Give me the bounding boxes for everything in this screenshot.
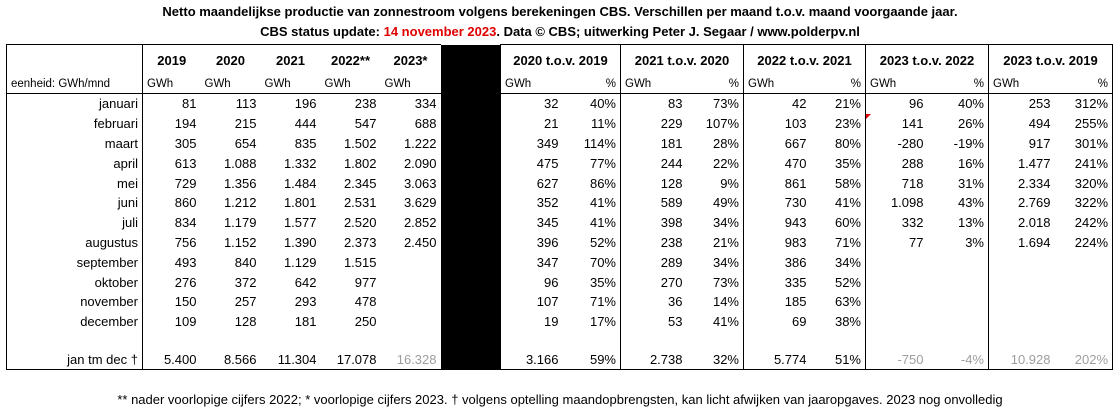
diff-gwh-cell: 398 <box>621 213 687 233</box>
diff-gwh-cell <box>866 272 928 292</box>
diff-gwh-cell: 19 <box>501 312 563 332</box>
value-cell: 2.090 <box>403 155 437 171</box>
diff-pct-cell <box>1055 252 1113 272</box>
diff-gwh-cell: 107 <box>501 292 563 312</box>
diff-pct-cell: 38% <box>834 314 861 330</box>
value-cell: 1.152 <box>223 234 257 250</box>
diff-pct-cell: 21% <box>712 234 739 250</box>
spacer-cell <box>143 332 201 350</box>
diff-pct-cell: 255% <box>1055 114 1113 134</box>
value-cell: 150 <box>143 292 201 312</box>
diff-gwh-cell: 475 <box>501 153 563 173</box>
total-value-cell: 5.400 <box>143 350 201 370</box>
diff-pct-cell: 49% <box>712 195 739 211</box>
status-date: 14 november 2023 <box>383 24 497 39</box>
diff-gwh-cell: 270 <box>621 272 687 292</box>
total-diff-gwh-cell: 3.166 <box>501 350 563 370</box>
value-cell: 81 <box>143 94 201 114</box>
diff-gwh-cell: 1.477 <box>989 153 1055 173</box>
total-diff-gwh-cell: 2.738 <box>621 350 687 370</box>
value-cell: 215 <box>234 116 257 132</box>
spacer-cell <box>1055 332 1113 350</box>
value-cell: 1.390 <box>283 234 317 250</box>
value-cell: 194 <box>143 114 201 134</box>
diff-gwh-cell: 589 <box>621 193 687 213</box>
diff-pct-cell: 242% <box>1055 213 1113 233</box>
total-diff-pct-cell: 51% <box>811 350 866 370</box>
diff-pct-cell: 312% <box>1055 94 1113 114</box>
comparison-header: 2023 t.o.v. 2019 <box>989 45 1113 76</box>
diff-gwh-cell: 1.694 <box>989 233 1055 253</box>
diff-pct-cell: 22% <box>712 155 739 171</box>
unit-cell: GWh <box>321 75 381 94</box>
year-header: 2023* <box>381 45 441 76</box>
value-cell: 2.852 <box>403 215 437 231</box>
diff-gwh-cell: 730 <box>744 193 811 213</box>
diff-pct-cell: 322% <box>1055 193 1113 213</box>
unit-cell: GWh <box>866 75 928 94</box>
unit-cell: GWh <box>989 75 1055 94</box>
total-diff-gwh-cell: -750 <box>866 350 928 370</box>
month-label: december <box>7 312 143 332</box>
diff-gwh-cell: 289 <box>621 252 687 272</box>
diff-gwh-cell: 83 <box>621 94 687 114</box>
spacer-cell <box>7 332 143 350</box>
value-cell: 128 <box>234 314 257 330</box>
diff-pct-cell: 28% <box>712 135 739 151</box>
table-row <box>7 114 1113 134</box>
table-row <box>7 292 1113 312</box>
diff-pct-cell: 41% <box>589 195 616 211</box>
diff-gwh-cell <box>866 252 928 272</box>
month-label: oktober <box>7 272 143 292</box>
diff-gwh-cell: 32 <box>501 94 563 114</box>
diff-gwh-cell: 470 <box>744 153 811 173</box>
status-suffix: . Data © CBS; uitwerking Peter J. Segaar / www.polderpv.nl <box>496 24 860 39</box>
black-separator <box>441 193 501 213</box>
black-separator <box>441 45 501 76</box>
diff-pct-cell: 301% <box>1055 134 1113 154</box>
value-cell: 835 <box>294 135 317 151</box>
diff-pct-cell <box>928 292 989 312</box>
spacer-cell <box>687 332 744 350</box>
diff-pct-cell <box>1055 312 1113 332</box>
value-cell: 2.520 <box>343 215 377 231</box>
table-row <box>7 153 1113 173</box>
diff-gwh-cell: 185 <box>744 292 811 312</box>
black-separator <box>441 350 501 370</box>
value-cell: 257 <box>234 294 257 310</box>
diff-gwh-cell <box>989 272 1055 292</box>
diff-gwh-cell <box>866 312 928 332</box>
diff-pct-cell <box>928 312 989 332</box>
diff-gwh-cell: 943 <box>744 213 811 233</box>
value-cell: 238 <box>354 96 377 112</box>
value-cell: 196 <box>294 96 317 112</box>
value-cell: 113 <box>235 96 257 112</box>
black-separator <box>441 134 501 154</box>
value-cell: 305 <box>143 134 201 154</box>
diff-pct-cell: 43% <box>957 195 984 211</box>
solar-production-table <box>6 44 1113 370</box>
value-cell: 654 <box>234 135 257 151</box>
diff-gwh-cell <box>866 292 928 312</box>
header-row-units <box>7 75 1113 94</box>
value-cell: 756 <box>143 233 201 253</box>
spacer-cell <box>501 332 563 350</box>
spacer-cell <box>621 332 687 350</box>
diff-pct-cell: 86% <box>589 175 616 191</box>
value-cell: 834 <box>143 213 201 233</box>
diff-pct-cell: 73% <box>712 96 739 112</box>
value-cell: 493 <box>143 252 201 272</box>
diff-gwh-cell: 667 <box>744 134 811 154</box>
pct-unit-cell: % <box>563 75 621 94</box>
diff-gwh-cell: 349 <box>501 134 563 154</box>
diff-pct-cell: 107% <box>705 116 739 132</box>
year-header: 2019 <box>143 45 201 76</box>
value-cell: 1.129 <box>283 254 317 270</box>
value-cell: 840 <box>234 254 257 270</box>
black-separator <box>441 94 501 114</box>
header-blank <box>7 45 143 76</box>
diff-pct-cell: 41% <box>712 314 739 330</box>
spacer-cell <box>321 332 381 350</box>
status-prefix: CBS status update: <box>260 24 384 39</box>
value-cell: 977 <box>354 274 377 290</box>
diff-pct-cell: 14% <box>712 294 739 310</box>
diff-gwh-cell: 229 <box>621 114 687 134</box>
diff-gwh-cell <box>989 252 1055 272</box>
value-cell: 613 <box>143 153 201 173</box>
diff-gwh-cell: 238 <box>621 233 687 253</box>
diff-gwh-cell: 861 <box>744 173 811 193</box>
table-row <box>7 233 1113 253</box>
diff-pct-cell: 35% <box>834 155 861 171</box>
black-separator <box>441 252 501 272</box>
diff-gwh-cell: 917 <box>989 134 1055 154</box>
diff-gwh-cell: 288 <box>866 153 928 173</box>
footnote: ** nader voorlopige cijfers 2022; * voorlopige cijfers 2023. † volgens optelling maandopbrengsten, kan licht afwijken van jaaropgaves. 2023 nog onvolledig <box>117 392 1003 407</box>
unit-cell: GWh <box>501 75 563 94</box>
pct-unit-cell: % <box>687 75 744 94</box>
spacer-cell <box>563 332 621 350</box>
diff-pct-cell: 71% <box>834 234 861 250</box>
value-cell: 293 <box>294 294 317 310</box>
diff-pct-cell: -19% <box>953 135 984 151</box>
diff-gwh-cell: 335 <box>744 272 811 292</box>
table-row <box>7 134 1113 154</box>
diff-gwh-cell: 1.098 <box>866 193 928 213</box>
total-diff-pct-cell: 59% <box>563 350 621 370</box>
diff-pct-cell: 52% <box>589 234 616 250</box>
diff-gwh-cell: 96 <box>866 94 928 114</box>
diff-pct-cell: 34% <box>834 254 861 270</box>
value-cell: 1.502 <box>343 135 377 151</box>
report-title <box>0 2 1120 42</box>
spacer-cell <box>866 332 928 350</box>
black-separator <box>441 75 501 94</box>
value-cell <box>381 272 441 292</box>
diff-gwh-cell: 244 <box>621 153 687 173</box>
value-cell: 109 <box>143 312 201 332</box>
comparison-header: 2023 t.o.v. 2022 <box>866 45 989 76</box>
diff-pct-cell: 35% <box>589 274 616 290</box>
value-cell: 1.515 <box>343 254 377 270</box>
total-diff-pct-cell: -4% <box>928 350 989 370</box>
comparison-header: 2020 t.o.v. 2019 <box>501 45 621 76</box>
unit-label: eenheid: GWh/mnd <box>7 75 143 94</box>
diff-pct-cell: 60% <box>834 215 861 231</box>
spacer-row <box>7 332 1113 350</box>
table-row <box>7 252 1113 272</box>
diff-pct-cell <box>928 272 989 292</box>
diff-pct-cell: 41% <box>834 195 861 211</box>
month-label: mei <box>7 173 143 193</box>
diff-pct-cell: 13% <box>957 215 984 231</box>
value-cell: 250 <box>354 314 377 330</box>
diff-pct-cell: 52% <box>834 274 861 290</box>
table-row <box>7 193 1113 213</box>
diff-pct-cell: 58% <box>834 175 861 191</box>
value-cell: 1.577 <box>283 215 317 231</box>
comparison-header: 2022 t.o.v. 2021 <box>744 45 866 76</box>
diff-gwh-cell <box>989 312 1055 332</box>
value-cell <box>381 252 441 272</box>
value-cell: 1.801 <box>283 195 317 211</box>
diff-gwh-cell: 352 <box>501 193 563 213</box>
total-row <box>7 350 1113 370</box>
diff-gwh-cell: 345 <box>501 213 563 233</box>
table-row <box>7 94 1113 114</box>
month-label: november <box>7 292 143 312</box>
value-cell: 1.802 <box>343 155 377 171</box>
value-cell: 181 <box>294 314 317 330</box>
spacer-cell <box>989 332 1055 350</box>
diff-pct-cell <box>928 252 989 272</box>
diff-pct-cell: 224% <box>1055 233 1113 253</box>
total-label: jan tm dec † <box>7 350 143 370</box>
month-label: augustus <box>7 233 143 253</box>
diff-pct-cell: 73% <box>712 274 739 290</box>
value-cell: 276 <box>143 272 201 292</box>
diff-pct-cell: 31% <box>957 175 984 191</box>
table-row <box>7 312 1113 332</box>
value-cell: 372 <box>234 274 257 290</box>
header-row-years <box>7 45 1113 76</box>
black-separator <box>441 312 501 332</box>
total-value-cell: 16.328 <box>381 350 441 370</box>
month-label: april <box>7 153 143 173</box>
month-label: september <box>7 252 143 272</box>
comparison-header: 2021 t.o.v. 2020 <box>621 45 744 76</box>
month-label: juni <box>7 193 143 213</box>
value-cell: 334 <box>414 96 437 112</box>
diff-pct-cell: 9% <box>720 175 739 191</box>
unit-cell: GWh <box>201 75 261 94</box>
black-separator <box>441 153 501 173</box>
diff-gwh-cell: 396 <box>501 233 563 253</box>
unit-cell: GWh <box>143 75 201 94</box>
diff-pct-cell: 320% <box>1055 173 1113 193</box>
spacer-cell <box>744 332 811 350</box>
diff-pct-cell: 21% <box>834 96 861 112</box>
unit-cell: GWh <box>381 75 441 94</box>
diff-gwh-cell: 21 <box>501 114 563 134</box>
year-header: 2021 <box>261 45 321 76</box>
total-diff-pct-cell: 32% <box>687 350 744 370</box>
black-separator <box>441 213 501 233</box>
value-cell: 478 <box>354 294 377 310</box>
black-separator <box>441 233 501 253</box>
diff-gwh-cell: 2.769 <box>989 193 1055 213</box>
value-cell: 1.212 <box>223 195 257 211</box>
total-value-cell: 8.566 <box>201 350 261 370</box>
diff-gwh-cell: 141 <box>866 114 928 134</box>
year-header: 2022** <box>321 45 381 76</box>
diff-gwh-cell: 42 <box>744 94 811 114</box>
value-cell: 2.373 <box>343 234 377 250</box>
table-row <box>7 272 1113 292</box>
value-cell: 729 <box>143 173 201 193</box>
total-diff-pct-cell: 202% <box>1055 350 1113 370</box>
diff-gwh-cell: 718 <box>866 173 928 193</box>
spacer-cell <box>811 332 866 350</box>
diff-pct-cell: 3% <box>965 234 984 250</box>
diff-pct-cell: 77% <box>589 155 616 171</box>
value-cell: 2.345 <box>343 175 377 191</box>
value-cell: 1.179 <box>223 215 257 231</box>
month-label: januari <box>7 94 143 114</box>
diff-gwh-cell: 36 <box>621 292 687 312</box>
diff-pct-cell: 40% <box>589 96 616 112</box>
diff-gwh-cell: 128 <box>621 173 687 193</box>
diff-pct-cell <box>1055 292 1113 312</box>
diff-pct-cell: 41% <box>589 215 616 231</box>
diff-gwh-cell: 386 <box>744 252 811 272</box>
diff-gwh-cell: 77 <box>866 233 928 253</box>
total-value-cell: 11.304 <box>261 350 321 370</box>
diff-pct-cell: 114% <box>583 135 616 151</box>
diff-pct-cell: 71% <box>589 294 616 310</box>
diff-gwh-cell: 347 <box>501 252 563 272</box>
diff-gwh-cell: -280 <box>866 134 928 154</box>
spacer-cell <box>201 332 261 350</box>
table-row <box>7 213 1113 233</box>
unit-cell: GWh <box>744 75 811 94</box>
black-separator <box>441 173 501 193</box>
diff-pct-cell <box>1055 272 1113 292</box>
black-separator <box>441 114 501 134</box>
table-row <box>7 173 1113 193</box>
diff-pct-cell: 11% <box>590 116 616 132</box>
diff-gwh-cell: 253 <box>989 94 1055 114</box>
diff-pct-cell: 23% <box>834 116 861 132</box>
value-cell: 642 <box>294 274 317 290</box>
diff-pct-cell: 241% <box>1055 153 1113 173</box>
diff-gwh-cell: 983 <box>744 233 811 253</box>
value-cell: 688 <box>414 116 437 132</box>
diff-pct-cell: 34% <box>712 254 739 270</box>
value-cell: 1.088 <box>223 155 257 171</box>
diff-gwh-cell: 332 <box>866 213 928 233</box>
diff-gwh-cell: 2.334 <box>989 173 1055 193</box>
total-value-cell: 17.078 <box>321 350 381 370</box>
total-diff-gwh-cell: 5.774 <box>744 350 811 370</box>
pct-unit-cell: % <box>928 75 989 94</box>
unit-cell: GWh <box>621 75 687 94</box>
spacer-cell <box>928 332 989 350</box>
diff-gwh-cell: 69 <box>744 312 811 332</box>
black-separator <box>441 272 501 292</box>
diff-gwh-cell: 96 <box>501 272 563 292</box>
title-line-2 <box>0 22 1120 42</box>
total-diff-gwh-cell: 10.928 <box>989 350 1055 370</box>
value-cell: 860 <box>143 193 201 213</box>
diff-pct-cell: 40% <box>957 96 984 112</box>
value-cell: 2.450 <box>403 234 437 250</box>
value-cell: 2.531 <box>343 195 377 211</box>
spacer-cell <box>261 332 321 350</box>
spacer-cell <box>381 332 441 350</box>
month-label: maart <box>7 134 143 154</box>
unit-cell: GWh <box>261 75 321 94</box>
diff-gwh-cell: 494 <box>989 114 1055 134</box>
diff-pct-cell: 26% <box>957 116 984 132</box>
diff-gwh-cell: 53 <box>621 312 687 332</box>
diff-gwh-cell: 103 <box>744 114 811 134</box>
year-header: 2020 <box>201 45 261 76</box>
value-cell: 1.356 <box>223 175 257 191</box>
value-cell <box>381 292 441 312</box>
value-cell: 1.484 <box>283 175 317 191</box>
title-line-1: Netto maandelijkse productie van zonnestroom volgens berekeningen CBS. Verschillen per maand t.o.v. maand voorgaande jaar. <box>162 4 958 19</box>
value-cell <box>381 312 441 332</box>
pct-unit-cell: % <box>811 75 866 94</box>
diff-gwh-cell: 627 <box>501 173 563 193</box>
diff-gwh-cell: 2.018 <box>989 213 1055 233</box>
black-separator <box>441 292 501 312</box>
pct-unit-cell: % <box>1055 75 1113 94</box>
diff-gwh-cell: 181 <box>621 134 687 154</box>
diff-pct-cell: 63% <box>834 294 861 310</box>
month-label: februari <box>7 114 143 134</box>
diff-pct-cell: 17% <box>589 314 616 330</box>
value-cell: 1.332 <box>283 155 317 171</box>
diff-pct-cell: 34% <box>712 215 739 231</box>
diff-pct-cell: 80% <box>834 135 861 151</box>
month-label: juli <box>7 213 143 233</box>
diff-pct-cell: 16% <box>957 155 984 171</box>
value-cell: 3.629 <box>403 195 437 211</box>
value-cell: 547 <box>354 116 377 132</box>
diff-gwh-cell <box>989 292 1055 312</box>
value-cell: 1.222 <box>403 135 437 151</box>
black-separator <box>441 332 501 350</box>
value-cell: 3.063 <box>403 175 437 191</box>
value-cell: 444 <box>294 116 317 132</box>
diff-pct-cell: 70% <box>589 254 616 270</box>
